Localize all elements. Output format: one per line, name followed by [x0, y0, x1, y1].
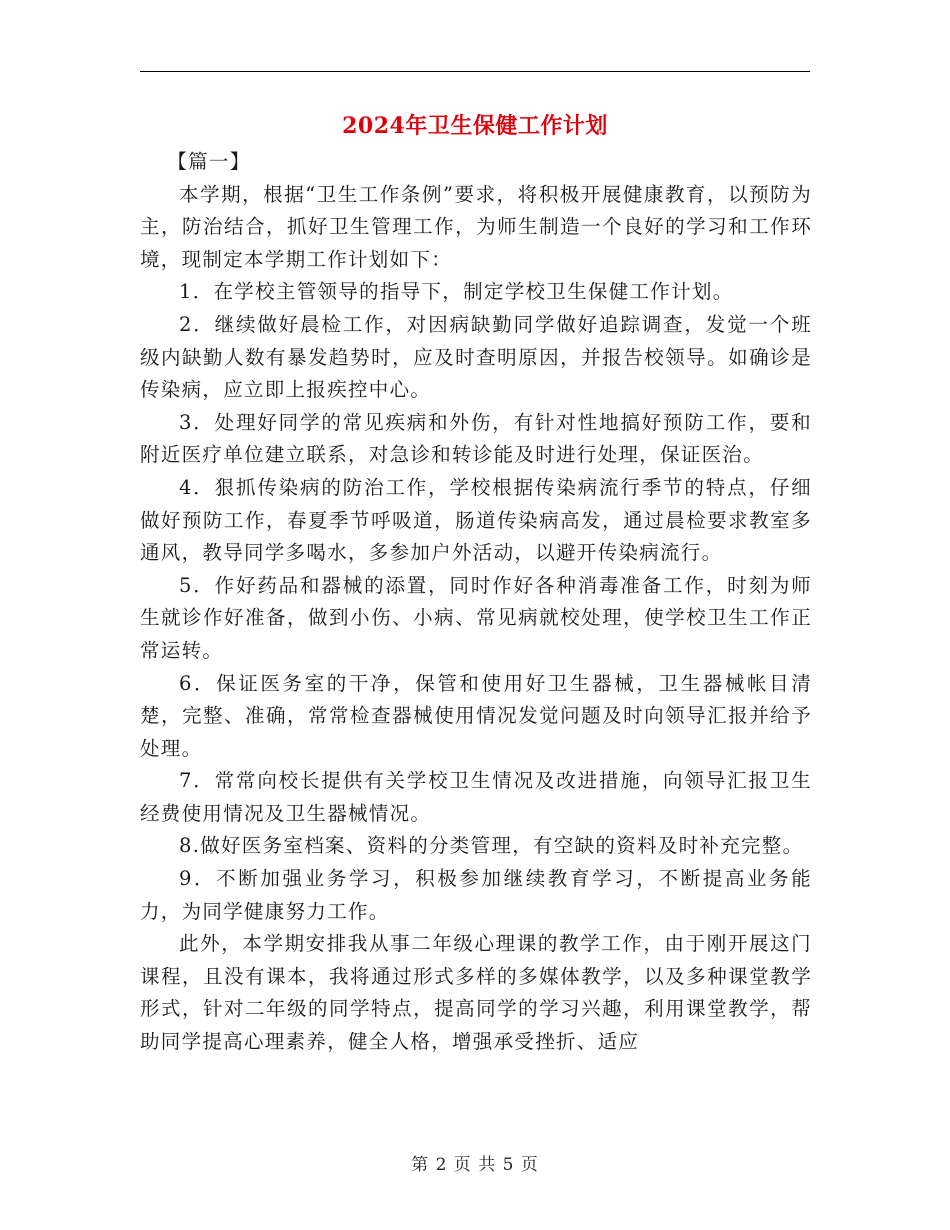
- section-heading: 【篇一】: [167, 150, 251, 173]
- document-title: 2024年卫生保健工作计划: [342, 113, 608, 139]
- paragraph-item-9: 9．不断加强业务学习，积极参加继续教育学习，不断提高业务能力，为同学健康努力工作。: [140, 867, 812, 923]
- header-rule: [140, 71, 810, 72]
- paragraph-item-2: 2．继续做好晨检工作，对因病缺勤同学做好追踪调查，发觉一个班级内缺勤人数有暴发趋势时，应及时查明原因，并报告校领导。如确诊是传染病，应立即上报疾控中心。: [140, 312, 812, 402]
- paragraph-item-1: 1．在学校主管领导的指导下，制定学校卫生保健工作计划。: [179, 280, 734, 304]
- paragraph-item-4: 4．狠抓传染病的防治工作，学校根据传染病流行季节的特点，仔细做好预防工作，春夏季节呼吸道，肠道传染病高发，通过晨检要求教室多通风，教导同学多喝水，多参加户外活动，以避开传染病流行。: [140, 475, 812, 565]
- paragraph-item-5: 5．作好药品和器械的添置，同时作好各种消毒准备工作，时刻为师生就诊作好准备，做到小伤、小病、常见病就校处理，使学校卫生工作正常运转。: [140, 573, 812, 662]
- paragraph-item-6: 6．保证医务室的干净，保管和使用好卫生器械，卫生器械帐目清楚，完整、准确，常常检查器械使用情况发觉问题及时向领导汇报并给予处理。: [140, 671, 812, 760]
- paragraph-intro: 本学期，根据“卫生工作条例”要求，将积极开展健康教育，以预防为主，防治结合，抓好卫生管理工作，为师生制造一个良好的学习和工作环境，现制定本学期工作计划如下：: [140, 182, 812, 271]
- paragraph-item-3: 3．处理好同学的常见疾病和外伤，有针对性地搞好预防工作，要和附近医疗单位建立联系，对急诊和转诊能及时进行处理，保证医治。: [140, 410, 812, 467]
- document-body: [140, 146, 812, 1059]
- paragraph-item-8: 8.做好医务室档案、资料的分类管理，有空缺的资料及时补充完整。: [179, 834, 804, 858]
- paragraph-closing: 此外，本学期安排我从事二年级心理课的教学工作，由于刚开展这门课程，且没有课本，我将通过形式多样的多媒体教学，以及多种课堂教学形式，针对二年级的同学特点，提高同学的学习兴趣，利用课堂教学，帮助同学提高心理素养，健全人格，增强承受挫折、适应: [140, 932, 812, 1054]
- page-footer: 第 2 页 共 5 页: [411, 1155, 539, 1175]
- paragraph-item-7: 7．常常向校长提供有关学校卫生情况及改进措施，向领导汇报卫生经费使用情况及卫生器械情况。: [140, 769, 812, 825]
